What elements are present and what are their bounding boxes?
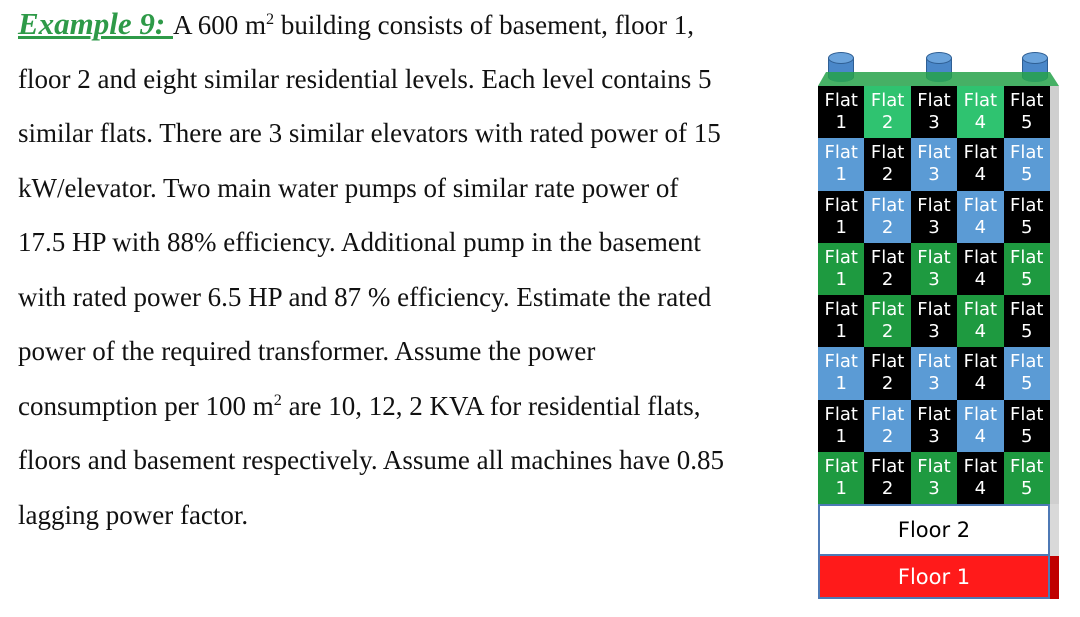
flat-label: Flat (870, 194, 905, 216)
line-text: A 600 m (173, 10, 267, 40)
building-level (818, 191, 1050, 243)
problem-line (18, 59, 808, 114)
flat-label: Flat (963, 90, 998, 112)
flat-cell (957, 138, 1003, 190)
flat-label: Flat (824, 142, 858, 164)
building-diagram (818, 52, 1058, 607)
line-text: kW/elevator. Two main water pumps of similar rate power of (18, 172, 679, 203)
example-title: Example 9: (18, 6, 173, 41)
flat-label: Flat (824, 246, 858, 268)
flat-number: 1 (835, 373, 847, 395)
flat-number: 4 (974, 268, 987, 290)
line-text: building consists of basement, floor 1, (274, 10, 695, 40)
flat-number: 1 (835, 321, 847, 343)
flat-cell (1004, 191, 1050, 243)
flat-number: 4 (974, 216, 987, 238)
problem-line (18, 277, 808, 332)
flat-cell (911, 86, 957, 138)
flat-cell (818, 191, 864, 243)
line-text: floor 2 and eight similar residential levels. Each level contains 5 (18, 63, 712, 94)
flat-number: 3 (928, 477, 940, 499)
problem-line (18, 4, 808, 59)
flat-label: Flat (1010, 455, 1044, 477)
line-text: 17.5 HP with 88% efficiency. Additional pump in the basement (18, 227, 701, 257)
flat-cell (864, 191, 910, 243)
roof-shade-icon (818, 66, 1059, 88)
flat-label: Flat (824, 455, 858, 477)
flat-label: Flat (870, 246, 905, 268)
superscript: 2 (273, 390, 282, 409)
flat-number: 4 (974, 425, 987, 447)
flat-cell (864, 138, 910, 190)
problem-statement (18, 4, 808, 549)
problem-line (18, 386, 808, 441)
flat-number: 2 (881, 112, 894, 134)
problem-line (18, 440, 808, 495)
flat-label: Flat (1010, 194, 1044, 216)
flat-label: Flat (963, 455, 998, 477)
flat-number: 2 (881, 477, 894, 499)
flat-label: Flat (917, 299, 951, 321)
flat-label: Flat (1010, 142, 1044, 164)
flat-label: Flat (824, 194, 858, 216)
flat-cell (1004, 452, 1050, 504)
line-text: power of the required transformer. Assume the power (18, 336, 596, 366)
building-side-wall (1050, 86, 1059, 504)
flat-cell (1004, 86, 1050, 138)
flat-cell (911, 347, 957, 399)
flat-label: Flat (917, 194, 951, 216)
line-text: consumption per 100 m (18, 390, 274, 421)
flat-label: Flat (1010, 246, 1044, 268)
flat-cell (864, 452, 910, 504)
flat-cell (911, 400, 957, 452)
flat-label: Flat (870, 403, 905, 425)
flat-number: 4 (974, 164, 987, 186)
flat-label: Flat (870, 142, 905, 164)
flat-label: Flat (963, 403, 998, 425)
flat-number: 4 (974, 112, 987, 134)
building-level (818, 400, 1050, 452)
flat-label: Flat (1010, 90, 1044, 112)
flat-label: Flat (963, 142, 998, 164)
flat-number: 2 (881, 164, 894, 186)
line-text: with rated power 6.5 HP and 87 % efficiency. Estimate the rated (18, 281, 712, 312)
flat-label: Flat (963, 246, 998, 268)
flat-cell (911, 191, 957, 243)
flat-number: 3 (928, 321, 940, 343)
flat-cell (1004, 400, 1050, 452)
flat-number: 2 (881, 373, 894, 395)
flat-number: 3 (928, 373, 940, 395)
flat-label: Flat (917, 351, 951, 373)
flat-label: Flat (917, 90, 951, 112)
floor-2-label: Floor 2 (897, 518, 971, 542)
floor-1-block (818, 556, 1050, 599)
line-text: similar flats. There are 3 similar elevators with rated power of 15 (18, 118, 721, 148)
flat-number: 2 (881, 268, 894, 290)
flat-label: Flat (963, 299, 998, 321)
problem-line (18, 331, 808, 386)
flat-cell (957, 347, 1003, 399)
flat-label: Flat (1010, 403, 1044, 425)
flat-cell (957, 400, 1003, 452)
flat-number: 5 (1021, 164, 1033, 186)
line-text: are 10, 12, 2 KVA for residential flats, (281, 390, 701, 421)
flat-label: Flat (824, 90, 858, 112)
building-level (818, 138, 1050, 190)
flat-cell (1004, 138, 1050, 190)
flat-cell (957, 295, 1003, 347)
problem-line (18, 495, 808, 550)
flat-cell (864, 86, 910, 138)
flat-cell (864, 243, 910, 295)
flat-label: Flat (963, 194, 998, 216)
flat-number: 3 (928, 425, 940, 447)
flat-number: 1 (835, 112, 847, 134)
flat-number: 5 (1021, 425, 1033, 447)
flat-cell (864, 295, 910, 347)
flat-number: 5 (1021, 216, 1033, 238)
flat-number: 5 (1021, 112, 1033, 134)
flat-number: 1 (835, 216, 847, 238)
problem-line (18, 222, 808, 277)
flat-label: Flat (917, 403, 951, 425)
flat-number: 5 (1021, 321, 1033, 343)
flat-number: 5 (1021, 268, 1033, 290)
flat-cell (818, 86, 864, 138)
building-level (818, 243, 1050, 295)
flat-number: 1 (835, 425, 847, 447)
flat-number: 5 (1021, 477, 1033, 499)
flat-number: 2 (881, 425, 894, 447)
flat-number: 1 (835, 477, 847, 499)
problem-line (18, 168, 808, 223)
flat-cell (957, 86, 1003, 138)
flat-label: Flat (870, 90, 905, 112)
flat-cell (818, 295, 864, 347)
problem-line (18, 113, 808, 168)
flat-label: Flat (870, 455, 905, 477)
flat-cell (1004, 295, 1050, 347)
flat-number: 3 (928, 268, 940, 290)
flat-label: Flat (1010, 351, 1044, 373)
flat-label: Flat (917, 142, 951, 164)
flat-cell (1004, 243, 1050, 295)
flat-number: 2 (881, 321, 894, 343)
flat-number: 2 (881, 216, 894, 238)
flat-cell (957, 191, 1003, 243)
flat-number: 4 (974, 373, 987, 395)
floor-1-side-wall (1050, 556, 1059, 599)
flat-label: Flat (1010, 299, 1044, 321)
flat-label: Flat (824, 351, 858, 373)
flat-label: Flat (917, 246, 951, 268)
flat-cell (1004, 347, 1050, 399)
floor-2-side-wall (1050, 504, 1059, 556)
flat-grid (818, 86, 1050, 504)
flat-number: 5 (1021, 373, 1033, 395)
flat-number: 3 (928, 112, 940, 134)
flat-label: Flat (824, 299, 858, 321)
flat-cell (818, 243, 864, 295)
flat-number: 1 (835, 164, 847, 186)
flat-cell (911, 452, 957, 504)
flat-cell (911, 243, 957, 295)
flat-number: 1 (835, 268, 847, 290)
flat-label: Flat (917, 455, 951, 477)
floor-1-label: Floor 1 (897, 564, 971, 589)
building-level (818, 347, 1050, 399)
flat-cell (911, 295, 957, 347)
flat-cell (864, 347, 910, 399)
flat-cell (818, 347, 864, 399)
flat-label: Flat (870, 351, 905, 373)
flat-label: Flat (963, 351, 998, 373)
superscript: 2 (266, 10, 275, 28)
flat-number: 3 (928, 164, 940, 186)
flat-cell (818, 138, 864, 190)
building-level (818, 452, 1050, 504)
building-level (818, 295, 1050, 347)
flat-number: 3 (928, 216, 940, 238)
flat-cell (864, 400, 910, 452)
flat-label: Flat (824, 403, 858, 425)
line-text: lagging power factor. (18, 499, 249, 530)
flat-number: 4 (974, 321, 987, 343)
flat-number: 4 (974, 477, 987, 499)
flat-cell (818, 400, 864, 452)
line-text: floors and basement respectively. Assume all machines have 0.85 (18, 445, 725, 475)
flat-cell (911, 138, 957, 190)
flat-cell (957, 243, 1003, 295)
flat-label: Flat (870, 299, 905, 321)
flat-cell (818, 452, 864, 504)
flat-cell (957, 452, 1003, 504)
floor-2-block (818, 504, 1050, 556)
building-level (818, 86, 1050, 138)
